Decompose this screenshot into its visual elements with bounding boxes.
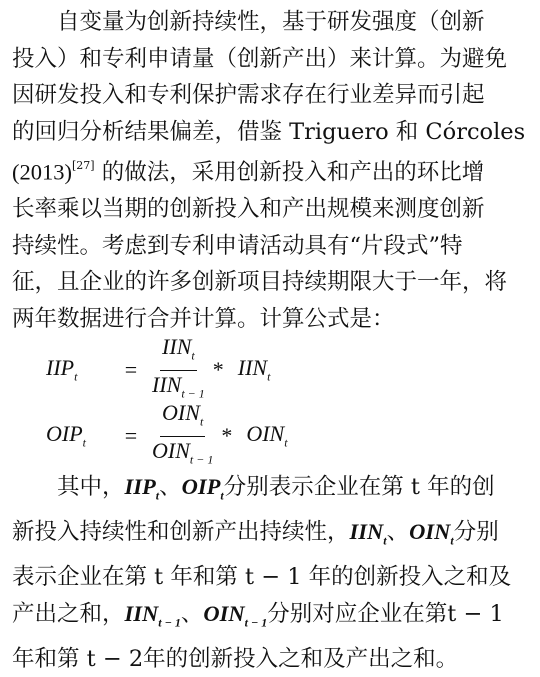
text-span: 分别 [454, 519, 499, 545]
text-span: 分别表示企业在第 t 年的创 [224, 474, 495, 500]
formula-subscript: t [284, 436, 287, 450]
inline-variable [182, 474, 224, 499]
fraction [150, 400, 215, 472]
formula-symbol: OIN [246, 421, 284, 446]
variable-subscript: t − 1 [158, 615, 181, 629]
text-line [12, 264, 526, 301]
formula-rhs [238, 355, 271, 384]
text-span: 投入）和专利申请量（创新产出）来计算。为避免 [12, 46, 507, 72]
inline-variable [125, 601, 181, 626]
reference-marker[interactable]: [27] [72, 159, 95, 172]
text-line [12, 514, 526, 559]
text-span: 的做法，采用创新投入和产出的环比增 [102, 160, 485, 186]
formula-iip [12, 337, 526, 403]
text-span: 表示企业在第 t 年和第 t − 1 年的创新投入之和及 [12, 564, 511, 590]
text-span: 两年数据进行合并计算。计算公式是： [12, 306, 395, 332]
fraction-numerator [160, 400, 205, 436]
text-line [12, 4, 526, 41]
paragraph-explanation [12, 469, 526, 677]
variable-symbol: OIP [182, 474, 221, 499]
fraction [150, 334, 207, 406]
text-span: 其中， [57, 474, 125, 500]
variable-subscript: t − 1 [245, 615, 268, 629]
formula-oip [12, 403, 526, 469]
formula-symbol: OIN [162, 400, 200, 425]
inline-variable [409, 519, 454, 544]
text-line [12, 301, 526, 338]
variable-subscript: t [156, 489, 159, 503]
formula-subscript: t [83, 436, 86, 450]
formula-symbol: IIN [162, 334, 191, 359]
variable-symbol: IIP [125, 474, 156, 499]
formula-lhs [46, 421, 114, 450]
text-span: 产出之和， [12, 601, 125, 627]
text-span: 年和第 t − 2年的创新投入之和及产出之和。 [12, 646, 458, 672]
equals-sign: = [114, 357, 148, 383]
text-span: 分别对应企业在第t − 1 [267, 601, 504, 627]
formula-symbol: IIN [152, 372, 181, 397]
text-span: 持续性。考虑到专利申请活动具有“片段式”特 [12, 233, 463, 259]
fraction-numerator [160, 334, 197, 370]
text-line [12, 228, 526, 265]
variable-symbol: IIN [350, 519, 384, 544]
text-line [12, 114, 526, 151]
text-line [12, 596, 526, 641]
citation-year: (2013) [12, 160, 72, 185]
formula-symbol: IIN [238, 355, 267, 380]
text-line [12, 641, 526, 677]
text-span: 长率乘以当期的创新投入和产出规模来测度创新 [12, 196, 485, 222]
text-line [12, 191, 526, 228]
formula-rhs [246, 421, 287, 450]
formula-subscript: t [267, 370, 270, 384]
inline-variable [203, 601, 267, 626]
formula-symbol: OIP [46, 421, 83, 446]
formula-subscript: t [200, 415, 203, 429]
text-span: 、 [181, 601, 204, 627]
text-span: 、 [159, 474, 182, 500]
inline-variable [125, 474, 160, 499]
formula-lhs [46, 355, 114, 384]
formula-subscript: t [191, 349, 194, 363]
formula-subscript: t − 1 [190, 452, 213, 466]
text-span: 自变量为创新持续性，基于研发强度（创新 [57, 9, 485, 35]
variable-subscript: t [220, 489, 223, 503]
text-span: 新投入持续性和创新产出持续性， [12, 519, 350, 545]
variable-symbol: IIN [125, 601, 159, 626]
text-span: 因研发投入和专利保护需求存在行业差异而引起 [12, 82, 485, 108]
text-line [12, 150, 526, 191]
formula-symbol: IIP [46, 355, 74, 380]
text-span: 征，且企业的许多创新项目持续期限大于一年，将 [12, 269, 507, 295]
text-span: 、 [387, 519, 410, 545]
fraction-denominator [150, 437, 215, 472]
formula-subscript: t − 1 [181, 386, 204, 400]
inline-variable [350, 519, 387, 544]
variable-symbol: OIN [203, 601, 244, 626]
variable-symbol: OIN [409, 519, 450, 544]
multiply-sign: * [213, 357, 224, 383]
variable-subscript: t [450, 534, 453, 548]
formula-symbol: OIN [152, 438, 190, 463]
paragraph-definition [12, 4, 526, 337]
formula-subscript: t [74, 370, 77, 384]
equals-sign: = [114, 423, 148, 449]
text-span: 的回归分析结果偏差，借鉴 Triguero 和 Córcoles [12, 119, 525, 145]
multiply-sign: * [221, 423, 232, 449]
text-line [12, 559, 526, 596]
text-line [12, 41, 526, 78]
text-line [12, 77, 526, 114]
text-line [12, 469, 526, 514]
variable-subscript: t [383, 534, 386, 548]
